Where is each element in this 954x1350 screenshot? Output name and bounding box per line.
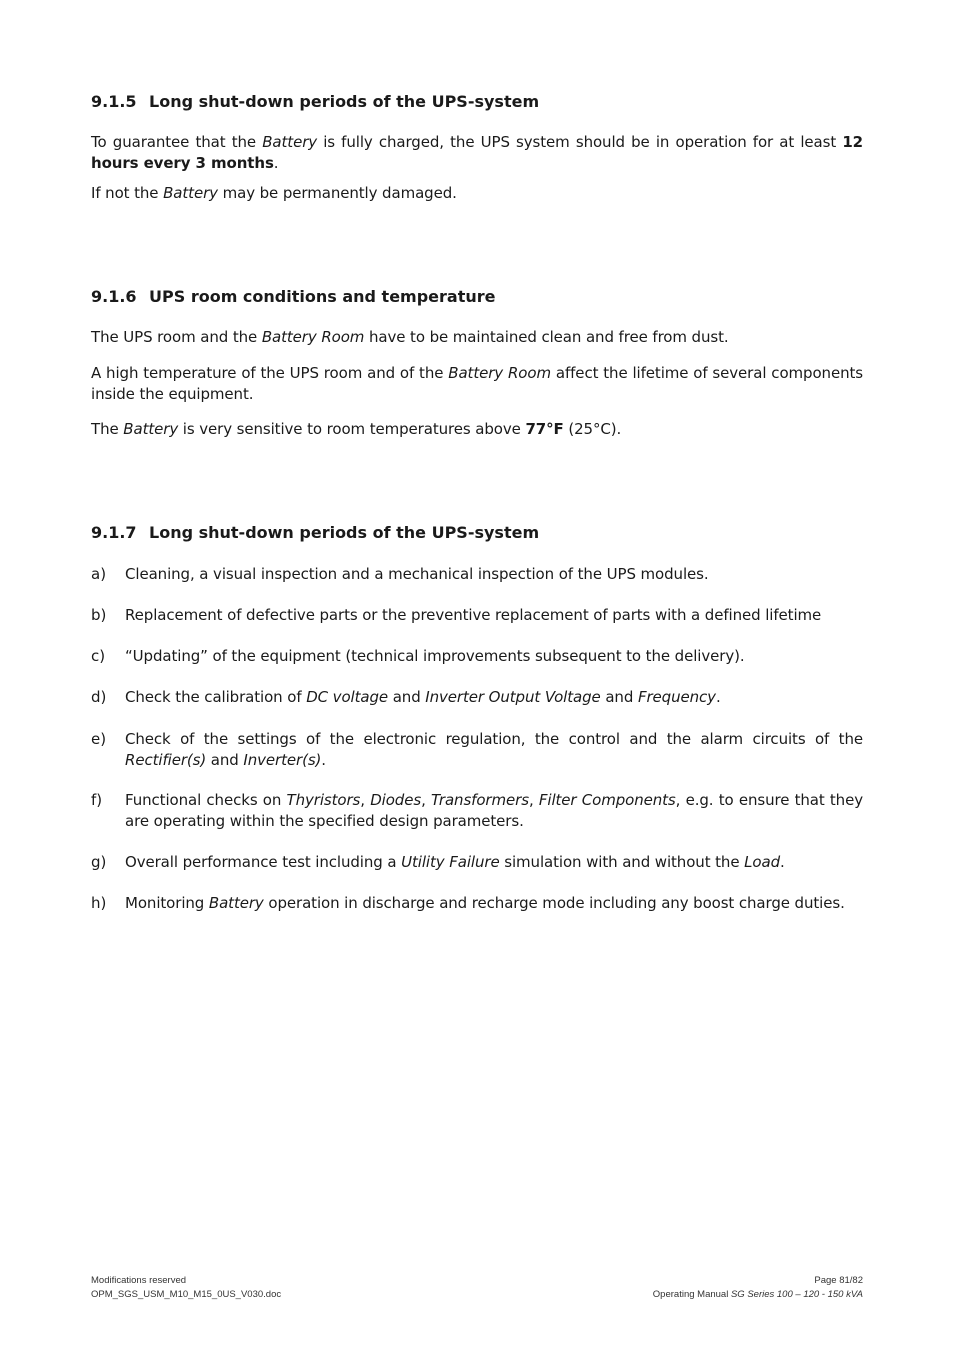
list-item: d) Check the calibration of DC voltage and Inverter Output Voltage and Frequency. bbox=[91, 688, 721, 706]
list-item: f) Functional checks on Thyristors, Diodes, Transformers, Filter Components, e.g. to ensure that they are operating within the specified design parameters. bbox=[91, 791, 863, 830]
list-label: b) bbox=[91, 606, 107, 624]
footer-doc-filename: OPM_SGS_USM_M10_M15_0US_V030.doc bbox=[91, 1289, 282, 1300]
section-title: UPS room conditions and temperature bbox=[149, 287, 496, 306]
list-item: h) Monitoring Battery operation in discharge and recharge mode including any boost charge duties. bbox=[91, 894, 845, 912]
list-label: g) bbox=[91, 853, 107, 871]
list-label: f) bbox=[91, 791, 103, 809]
footer-modifications: Modifications reserved bbox=[91, 1275, 187, 1286]
paragraph: The UPS room and the Battery Room have to be maintained clean and free from dust. bbox=[91, 328, 729, 346]
list-item: b) Replacement of defective parts or the preventive replacement of parts with a defined lifetime bbox=[91, 606, 822, 624]
section-title: Long shut-down periods of the UPS-system bbox=[149, 92, 540, 111]
footer-manual-title: Operating Manual SG Series 100 – 120 - 150 kVA bbox=[652, 1289, 863, 1300]
list-label: d) bbox=[91, 688, 107, 706]
footer-right bbox=[653, 1274, 863, 1302]
paragraph: To guarantee that the Battery is fully charged, the UPS system should be in operation for at least 12 hours every 3 months. bbox=[91, 133, 864, 172]
footer-page-number: Page 81/82 bbox=[814, 1275, 863, 1286]
footer-left bbox=[91, 1274, 281, 1302]
list-label: e) bbox=[91, 730, 107, 748]
paragraph: The Battery is very sensitive to room temperatures above 77°F (25°C). bbox=[91, 420, 622, 438]
list-label: c) bbox=[91, 647, 106, 665]
list-label: h) bbox=[91, 894, 107, 912]
paragraph: A high temperature of the UPS room and of the Battery Room affect the lifetime of several components inside the equipment. bbox=[91, 364, 863, 403]
section-heading-9-1-5 bbox=[91, 92, 539, 112]
section-heading-9-1-6 bbox=[91, 287, 496, 307]
list-item: a) Cleaning, a visual inspection and a mechanical inspection of the UPS modules. bbox=[91, 565, 709, 583]
section-number: 9.1.6 bbox=[91, 287, 137, 306]
list-label: a) bbox=[91, 565, 107, 583]
list-item: e) Check of the settings of the electronic regulation, the control and the alarm circuits of the Rectifier(s) and Inverter(s). bbox=[91, 730, 863, 769]
section-heading-9-1-7 bbox=[91, 523, 539, 543]
list-item: c) “Updating” of the equipment (technical improvements subsequent to the delivery). bbox=[91, 647, 745, 665]
paragraph: If not the Battery may be permanently damaged. bbox=[91, 184, 457, 202]
section-number: 9.1.7 bbox=[91, 523, 137, 542]
list-item: g) Overall performance test including a Utility Failure simulation with and without the Load. bbox=[91, 853, 785, 871]
section-number: 9.1.5 bbox=[91, 92, 137, 111]
section-title: Long shut-down periods of the UPS-system bbox=[149, 523, 540, 542]
